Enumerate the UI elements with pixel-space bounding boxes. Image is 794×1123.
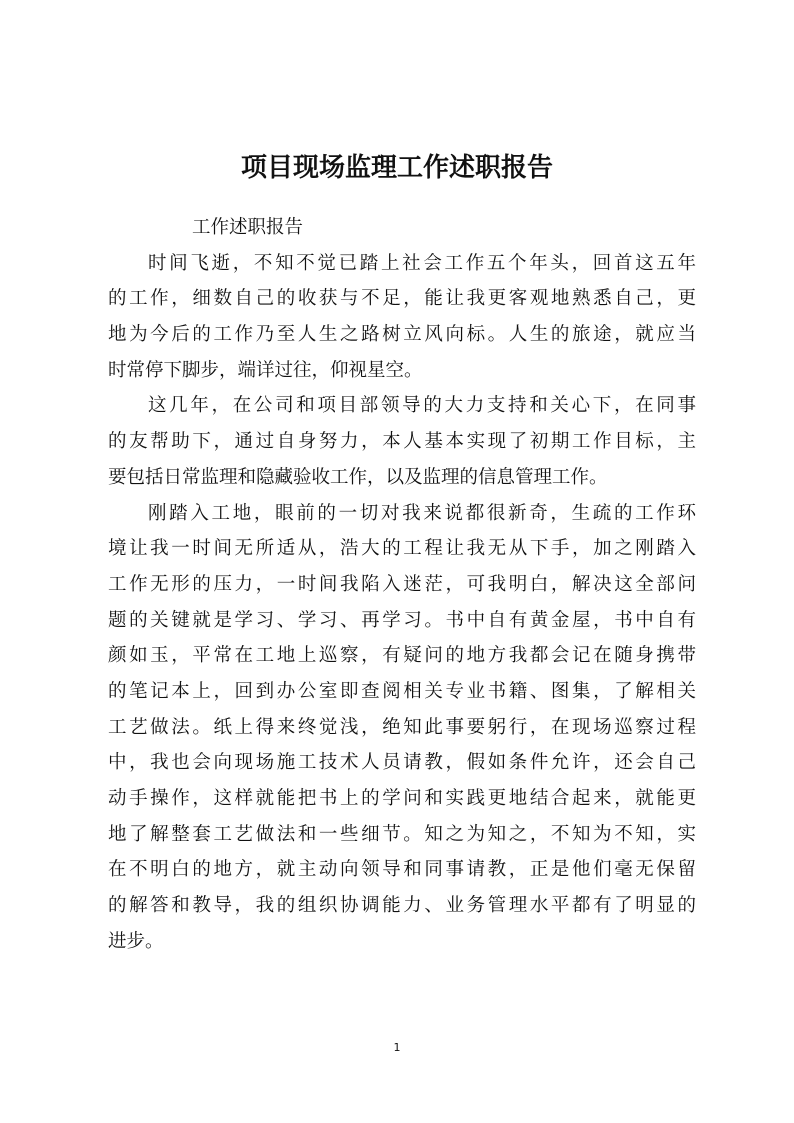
paragraph-line: 中，我也会向现场施工技术人员请教，假如条件允许，还会自己	[108, 752, 696, 774]
paragraph-line: 动手操作，这样就能把书上的学问和实践更地结合起来，就能更	[108, 788, 696, 809]
paragraph-line: 的友帮助下，通过自身努力，本人基本实现了初期工作目标，主	[108, 431, 696, 453]
paragraph-line: 题的关键就是学习、学习、再学习。书中自有黄金屋，书中自有	[108, 609, 696, 631]
document-title: 项目现场监理工作述职报告	[240, 153, 553, 183]
paragraph-line: 进步。	[108, 930, 164, 952]
paragraph-line: 在不明白的地方，就主动向领导和同事请教，正是他们毫无保留	[108, 859, 696, 881]
paragraph-line: 的笔记本上，回到办公室即查阅相关专业书籍、图集，了解相关	[108, 680, 696, 702]
paragraph-line: 要包括日常监理和隐藏验收工作，以及监理的信息管理工作。	[108, 466, 608, 488]
paragraph-line: 工作无形的压力，一时间我陷入迷茫，可我明白，解决这全部问	[108, 573, 696, 595]
document-body	[108, 210, 696, 959]
paragraph-line: 颜如玉，平常在工地上巡察，有疑问的地方我都会记在随身携带	[108, 645, 696, 667]
paragraph-line: 时间飞逝，不知不觉已踏上社会工作五个年头，回首这五年	[148, 252, 696, 274]
page-number: 1	[393, 1041, 401, 1054]
paragraph-line: 的工作，细数自己的收获与不足，能让我更客观地熟悉自己，更	[108, 288, 696, 310]
paragraph-line: 地为今后的工作乃至人生之路树立风向标。人生的旅途，就应当	[108, 324, 696, 346]
paragraph-line: 刚踏入工地，眼前的一切对我来说都很新奇，生疏的工作环	[148, 502, 696, 524]
paragraph-line: 这几年，在公司和项目部领导的大力支持和关心下，在同事	[148, 395, 696, 417]
paragraph-line: 工艺做法。纸上得来终觉浅，绝知此事要躬行，在现场巡察过程	[108, 716, 696, 738]
paragraph-line: 地了解整套工艺做法和一些细节。知之为知之，不知为不知，实	[108, 823, 696, 845]
paragraph-line: 的解答和教导，我的组织协调能力、业务管理水平都有了明显的	[108, 895, 696, 917]
document-subtitle: 工作述职报告	[192, 217, 304, 238]
paragraph-line: 境让我一时间无所适从，浩大的工程让我无从下手，加之刚踏入	[108, 538, 696, 560]
paragraph-line: 时常停下脚步，端详过往，仰视星空。	[108, 359, 423, 381]
